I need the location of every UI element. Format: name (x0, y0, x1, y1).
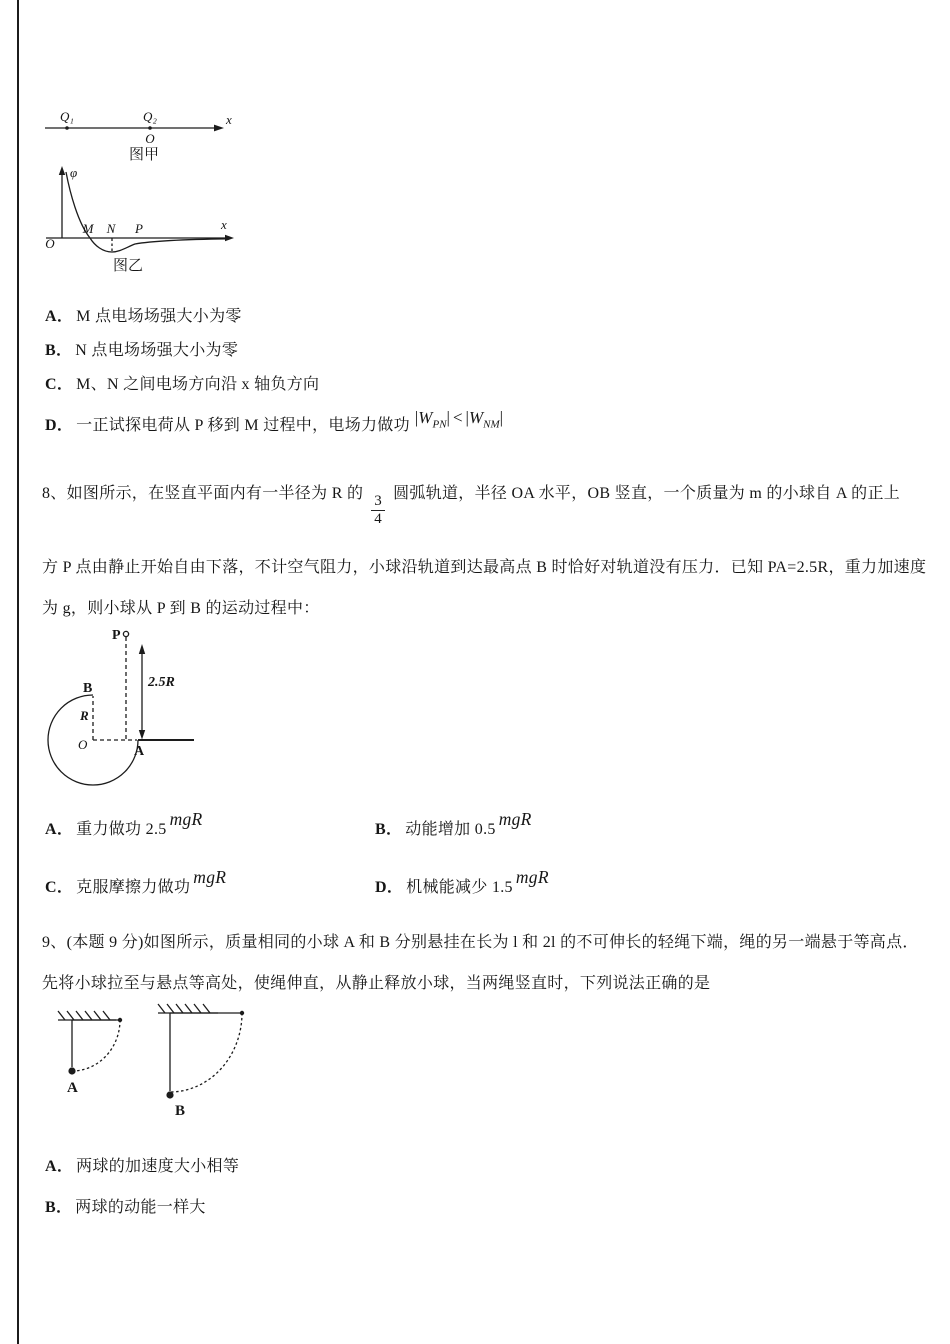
subscript-nm: NM (483, 418, 500, 431)
label-ball-b: B (175, 1103, 186, 1119)
fraction-numerator: 3 (374, 493, 383, 509)
mgr-formula: mgR (193, 867, 227, 887)
swing-arc-dashed (170, 1013, 242, 1092)
figure-yi-potential-graph (35, 163, 245, 275)
option-text: 克服摩擦力做功 (76, 879, 191, 896)
option-text: 动能增加 0.5 (405, 821, 496, 838)
q8-figure-circular-track (42, 616, 242, 792)
label-point-a: A (134, 744, 145, 759)
label-origin-o: O (145, 131, 155, 146)
q8-option-d (375, 867, 549, 898)
mgr-formula: mgR (169, 809, 203, 829)
option-label: C． (45, 376, 74, 393)
figure-jia-charges-axis (40, 98, 245, 164)
q8-option-c (45, 867, 375, 898)
option-label: B． (45, 1199, 73, 1216)
q7-option-d (45, 408, 915, 442)
q9-option-a (45, 1156, 915, 1177)
option-label: D． (375, 879, 404, 896)
option-label: A． (45, 308, 74, 325)
label-point-p: P (135, 221, 143, 236)
w-symbol: W (418, 408, 433, 427)
option-text: 两球的加速度大小相等 (76, 1158, 240, 1175)
figure-jia-caption: 图甲 (128, 147, 160, 163)
option-text: 两球的动能一样大 (75, 1199, 206, 1216)
option-label: A． (45, 821, 74, 838)
ball-a (68, 1067, 75, 1074)
label-q2: Q₂ (143, 109, 157, 124)
fraction-denominator: 4 (371, 510, 385, 528)
height-dimension-arrow (139, 644, 145, 740)
label-height-2-5r: 2.5R (148, 675, 175, 690)
q8-options-row-2 (45, 867, 915, 898)
ceiling-hatching (158, 1004, 210, 1013)
pendulum-b (158, 1004, 244, 1119)
q9-option-b (45, 1197, 915, 1218)
q8-stem-body: 方 P 点由静止开始自由下落，不计空气阻力，小球沿轨道到达最高点 B 时恰好对轨道没有压力．已知 PA=2.5R，重力加速度为 g，则小球从 P 到 B 的运动过程中： (42, 559, 927, 617)
work-inequality-formula (414, 408, 504, 431)
label-point-b: B (83, 681, 93, 696)
q8-option-a (45, 809, 375, 840)
option-label: D． (45, 417, 74, 434)
q9-figure-pendulums (48, 1002, 273, 1134)
option-text: 一正试探电荷从 P 移到 M 过程中，电场力做功 (76, 417, 410, 434)
option-text: M 点电场场强大小为零 (76, 308, 242, 325)
charge-q2-dot (148, 126, 152, 130)
label-x-axis: x (221, 217, 227, 232)
phi-axis (59, 166, 65, 238)
less-than-sign: < (452, 408, 463, 427)
mgr-formula: mgR (515, 867, 549, 887)
q7-options (45, 306, 915, 442)
bar: | (414, 408, 419, 427)
label-ball-a: A (67, 1080, 78, 1096)
option-label: B． (45, 342, 73, 359)
option-text: 重力做功 2.5 (76, 821, 167, 838)
option-label: A． (45, 1158, 74, 1175)
option-text: N 点电场场强大小为零 (75, 342, 239, 359)
subscript-pn: PN (432, 418, 447, 431)
three-quarters-fraction (371, 493, 385, 529)
option-label: B． (375, 821, 403, 838)
option-label: C． (45, 879, 74, 896)
q8-options-row-1 (45, 809, 915, 840)
option-text: 机械能减少 1.5 (406, 879, 513, 896)
q8-text-before-fraction: 8、如图所示，在竖直平面内有一半径为 R 的 (42, 485, 364, 502)
q8-option-b (375, 809, 532, 840)
q7-option-a (45, 306, 915, 327)
q8-stem-line1 (42, 472, 927, 529)
label-point-p: P (112, 628, 121, 643)
label-point-m: M (82, 221, 94, 236)
figure-yi-caption: 图乙 (112, 258, 144, 274)
mgr-formula: mgR (498, 809, 532, 829)
q9-stem-body: 9、(本题 9 分)如图所示，质量相同的小球 A 和 B 分别悬挂在长为 l 和 2l 的不可伸长的轻绳下端，绳的另一端悬于等高点．先将小球拉至与悬点等高处，使绳伸直，从静止释放小球，当两绳竖直时，下列说法正确的是 (42, 934, 919, 992)
q7-option-c (45, 374, 915, 395)
label-x-axis: x (226, 112, 232, 127)
label-q1: Q₁ (60, 109, 74, 124)
ceiling-hatching (58, 1011, 110, 1020)
bar: | (446, 408, 450, 427)
w-symbol: W (468, 408, 484, 427)
x-axis (45, 125, 224, 132)
potential-curve (66, 172, 228, 252)
ball-b (166, 1091, 173, 1098)
swing-arc-dashed (72, 1020, 120, 1071)
option-text: M、N 之间电场方向沿 x 轴负方向 (76, 376, 320, 393)
label-point-n: N (106, 221, 116, 236)
q9-options (45, 1156, 915, 1218)
q8-text-after-fraction: 圆弧轨道，半径 OA 水平，OB 竖直，一个质量为 m 的小球自 A 的正上 (393, 485, 901, 502)
q8-options (45, 809, 915, 898)
point-p-ball (123, 631, 128, 636)
label-origin-o: O (45, 236, 55, 251)
label-radius-r: R (80, 708, 89, 723)
charge-q1-dot (65, 126, 69, 130)
label-phi: φ (70, 165, 78, 180)
label-center-o: O (78, 737, 88, 752)
q7-option-b (45, 340, 915, 361)
page-edge-line (17, 0, 19, 1344)
pendulum-a (58, 1011, 122, 1096)
bar: | (499, 408, 504, 427)
bar: | (465, 408, 469, 427)
